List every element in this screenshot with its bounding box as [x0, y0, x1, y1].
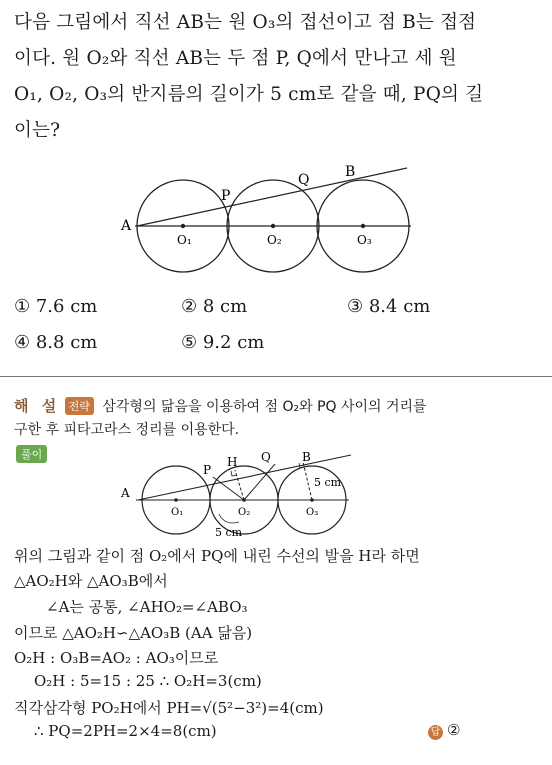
choice-2[interactable]: ② 8 cm — [181, 296, 248, 317]
answer-value: ② — [447, 721, 461, 739]
sol-label-o3: O₃ — [306, 507, 319, 518]
question-line-3: O₁, O₂, O₃의 반지름의 길이가 5 cm로 같을 때, PQ의 길 — [14, 84, 484, 105]
label-q: Q — [298, 172, 310, 188]
answer-badge: 답 — [428, 725, 443, 740]
tangent-line-ab — [137, 168, 407, 226]
sol-center-o2 — [242, 498, 246, 502]
label-o3: O₃ — [357, 233, 372, 247]
label-b: B — [345, 164, 356, 180]
solution-line-8: ∴ PQ=2PH=2×4=8(cm) — [34, 722, 217, 740]
question-line-4: 이는? — [14, 120, 61, 141]
segment-o3-b — [303, 462, 312, 500]
solution-figure — [115, 452, 385, 540]
section-divider — [0, 376, 552, 377]
center-o3 — [361, 224, 365, 228]
sol-label-5cm-right: 5 cm — [314, 476, 342, 489]
solution-line-3: ∠A는 공통, ∠AHO₂=∠ABO₃ — [46, 598, 248, 616]
center-o1 — [181, 224, 185, 228]
solution-line-5: O₂H : O₃B=AO₂ : AO₃이므로 — [14, 649, 219, 667]
label-o1: O₁ — [177, 233, 192, 247]
answer — [428, 721, 460, 740]
segment-o2-h — [235, 470, 244, 500]
strategy-line-2: 구한 후 피타고라스 정리를 이용한다. — [14, 422, 240, 438]
question-line-1: 다음 그림에서 직선 AB는 원 O₃의 접선이고 점 B는 접점 — [14, 12, 477, 33]
question-line-2: 이다. 원 O₂와 직선 AB는 두 점 P, Q에서 만나고 세 원 — [14, 48, 457, 69]
sol-label-h: H — [227, 455, 238, 469]
choice-1[interactable]: ① 7.6 cm — [14, 296, 98, 317]
solution-heading: 해 설 — [14, 397, 61, 415]
sol-label-p: P — [203, 463, 212, 477]
radius-brace — [219, 514, 239, 523]
strategy-text-1: 삼각형의 닮음을 이용하여 점 O₂와 PQ 사이의 거리를 — [102, 399, 427, 415]
solution-line-1: 위의 그림과 같이 점 O₂에서 PQ에 내린 수선의 발을 H라 하면 — [14, 547, 420, 565]
sol-label-a: A — [121, 486, 130, 500]
three-circles-figure — [115, 158, 425, 276]
label-p: P — [221, 188, 231, 204]
solution-line-4: 이므로 △AO₂H∽△AO₃B (AA 닮음) — [14, 624, 253, 642]
choice-4[interactable]: ④ 8.8 cm — [14, 332, 98, 353]
sol-label-o1: O₁ — [171, 507, 184, 518]
sol-label-b: B — [302, 452, 311, 464]
label-a: A — [121, 218, 132, 234]
sol-label-5cm-bottom: 5 cm — [215, 526, 243, 539]
solution-line-2: △AO₂H와 △AO₃B에서 — [14, 572, 168, 590]
sol-center-o1 — [174, 498, 178, 502]
sol-label-o2: O₂ — [238, 507, 251, 518]
solution-line-7: 직각삼각형 PO₂H에서 PH=√(5²−3²)=4(cm) — [14, 699, 324, 717]
solve-tag: 풀이 — [16, 445, 47, 463]
sol-center-o3 — [310, 498, 314, 502]
center-o2 — [271, 224, 275, 228]
choice-5[interactable]: ⑤ 9.2 cm — [181, 332, 265, 353]
sol-label-q: Q — [261, 452, 271, 464]
choice-3[interactable]: ③ 8.4 cm — [347, 296, 431, 317]
strategy-line-1 — [14, 395, 427, 416]
strategy-tag: 전략 — [65, 397, 94, 415]
label-o2: O₂ — [267, 233, 282, 247]
solution-line-6: O₂H : 5=15 : 25 ∴ O₂H=3(cm) — [34, 672, 262, 690]
